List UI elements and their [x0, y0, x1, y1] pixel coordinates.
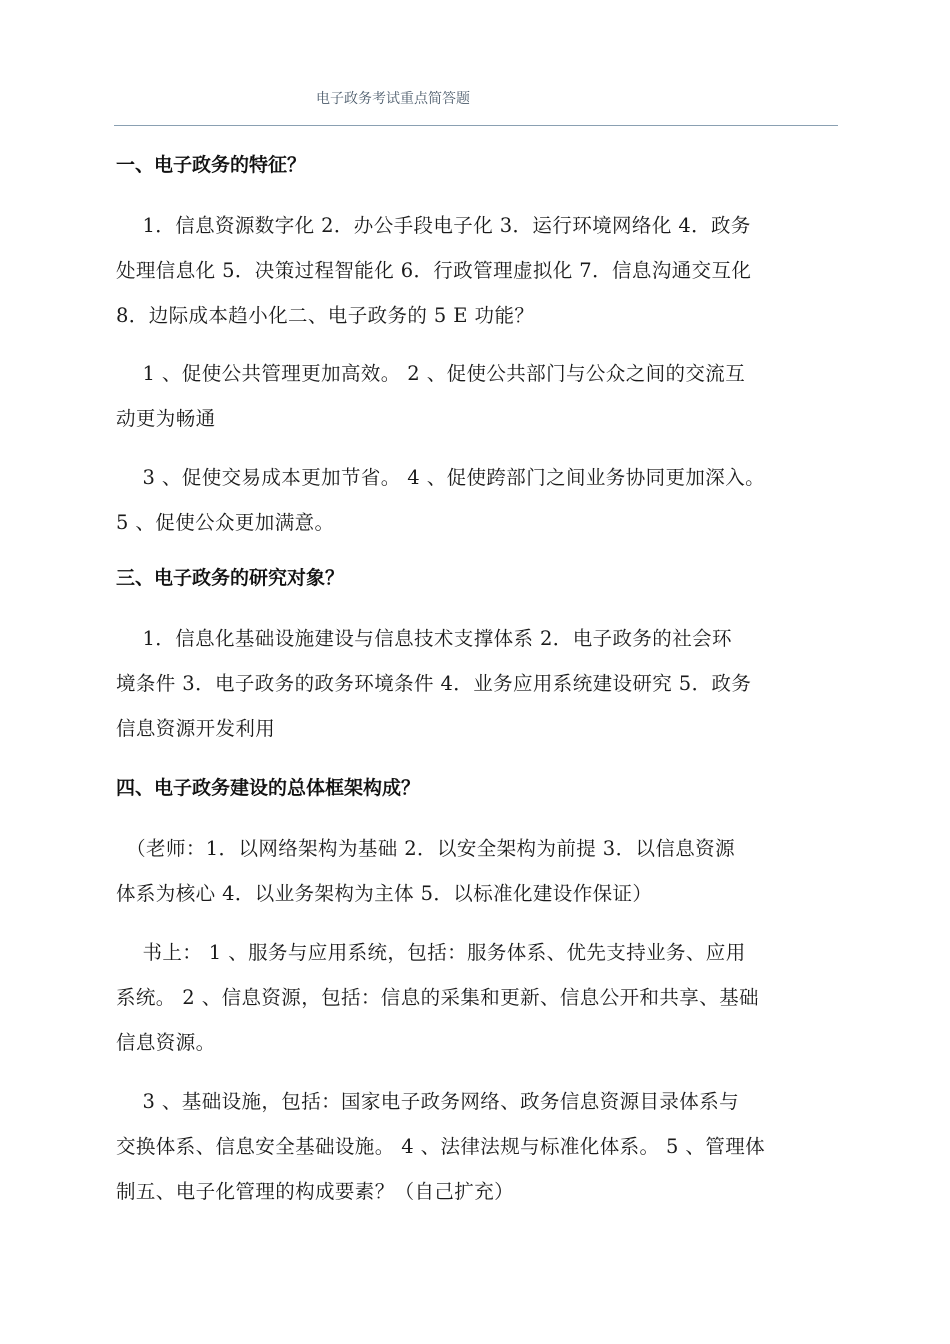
section-heading-features: 一、电子政务的特征？	[116, 154, 307, 176]
document-body	[116, 152, 846, 1214]
text-line: 5 、促使公众更加满意。	[116, 511, 335, 534]
text-line: 交换体系、信息安全基础设施。 4 、法律法规与标准化体系。 5 、管理体	[116, 1135, 766, 1158]
header-divider	[114, 125, 838, 126]
page-header-title: 电子政务考试重点简答题	[316, 91, 470, 107]
text-line: 书上： 1 、服务与应用系统，包括：服务体系、优先支持业务、应用	[116, 941, 746, 964]
section-heading-framework: 四、电子政务建设的总体框架构成？	[116, 777, 421, 799]
text-line: 1 、促使公共管理更加高效。 2 、促使公共部门与公众之间的交流互	[116, 362, 746, 385]
section-heading-research: 三、电子政务的研究对象？	[116, 567, 345, 589]
text-line: 体系为核心 4．以业务架构为主体 5．以标准化建设作保证）	[116, 882, 653, 905]
paragraph-teacher	[116, 826, 846, 916]
text-line: 8．边际成本趋小化二、电子政务的 5 E 功能？	[116, 304, 535, 327]
paragraph-5e-part2	[116, 455, 846, 545]
text-line: 信息资源开发利用	[116, 717, 276, 740]
paragraph-5e-part1	[116, 351, 846, 441]
paragraph-book	[116, 930, 846, 1065]
text-line: 制五、电子化管理的构成要素？（自己扩充）	[116, 1180, 515, 1203]
text-line: 处理信息化 5．决策过程智能化 6．行政管理虚拟化 7．信息沟通交互化	[116, 259, 752, 282]
text-line: 1．信息资源数字化 2．办公手段电子化 3．运行环境网络化 4．政务	[116, 214, 751, 237]
paragraph-infrastructure	[116, 1079, 846, 1214]
text-line: 信息资源。	[116, 1031, 216, 1054]
text-line: 动更为畅通	[116, 407, 216, 430]
text-line: 1．信息化基础设施建设与信息技术支撑体系 2．电子政务的社会环	[116, 627, 732, 650]
text-line: 3 、促使交易成本更加节省。 4 、促使跨部门之间业务协同更加深入。	[116, 466, 766, 489]
text-line: 3 、基础设施，包括：国家电子政务网络、政务信息资源目录体系与	[116, 1090, 740, 1113]
text-line: （老师：1．以网络架构为基础 2．以安全架构为前提 3．以信息资源	[116, 837, 735, 860]
paragraph-research	[116, 616, 846, 751]
paragraph-features	[116, 203, 846, 338]
text-line: 境条件 3．电子政务的政务环境条件 4．业务应用系统建设研究 5．政务	[116, 672, 752, 695]
text-line: 系统。 2 、信息资源，包括：信息的采集和更新、信息公开和共享、基础	[116, 986, 759, 1009]
